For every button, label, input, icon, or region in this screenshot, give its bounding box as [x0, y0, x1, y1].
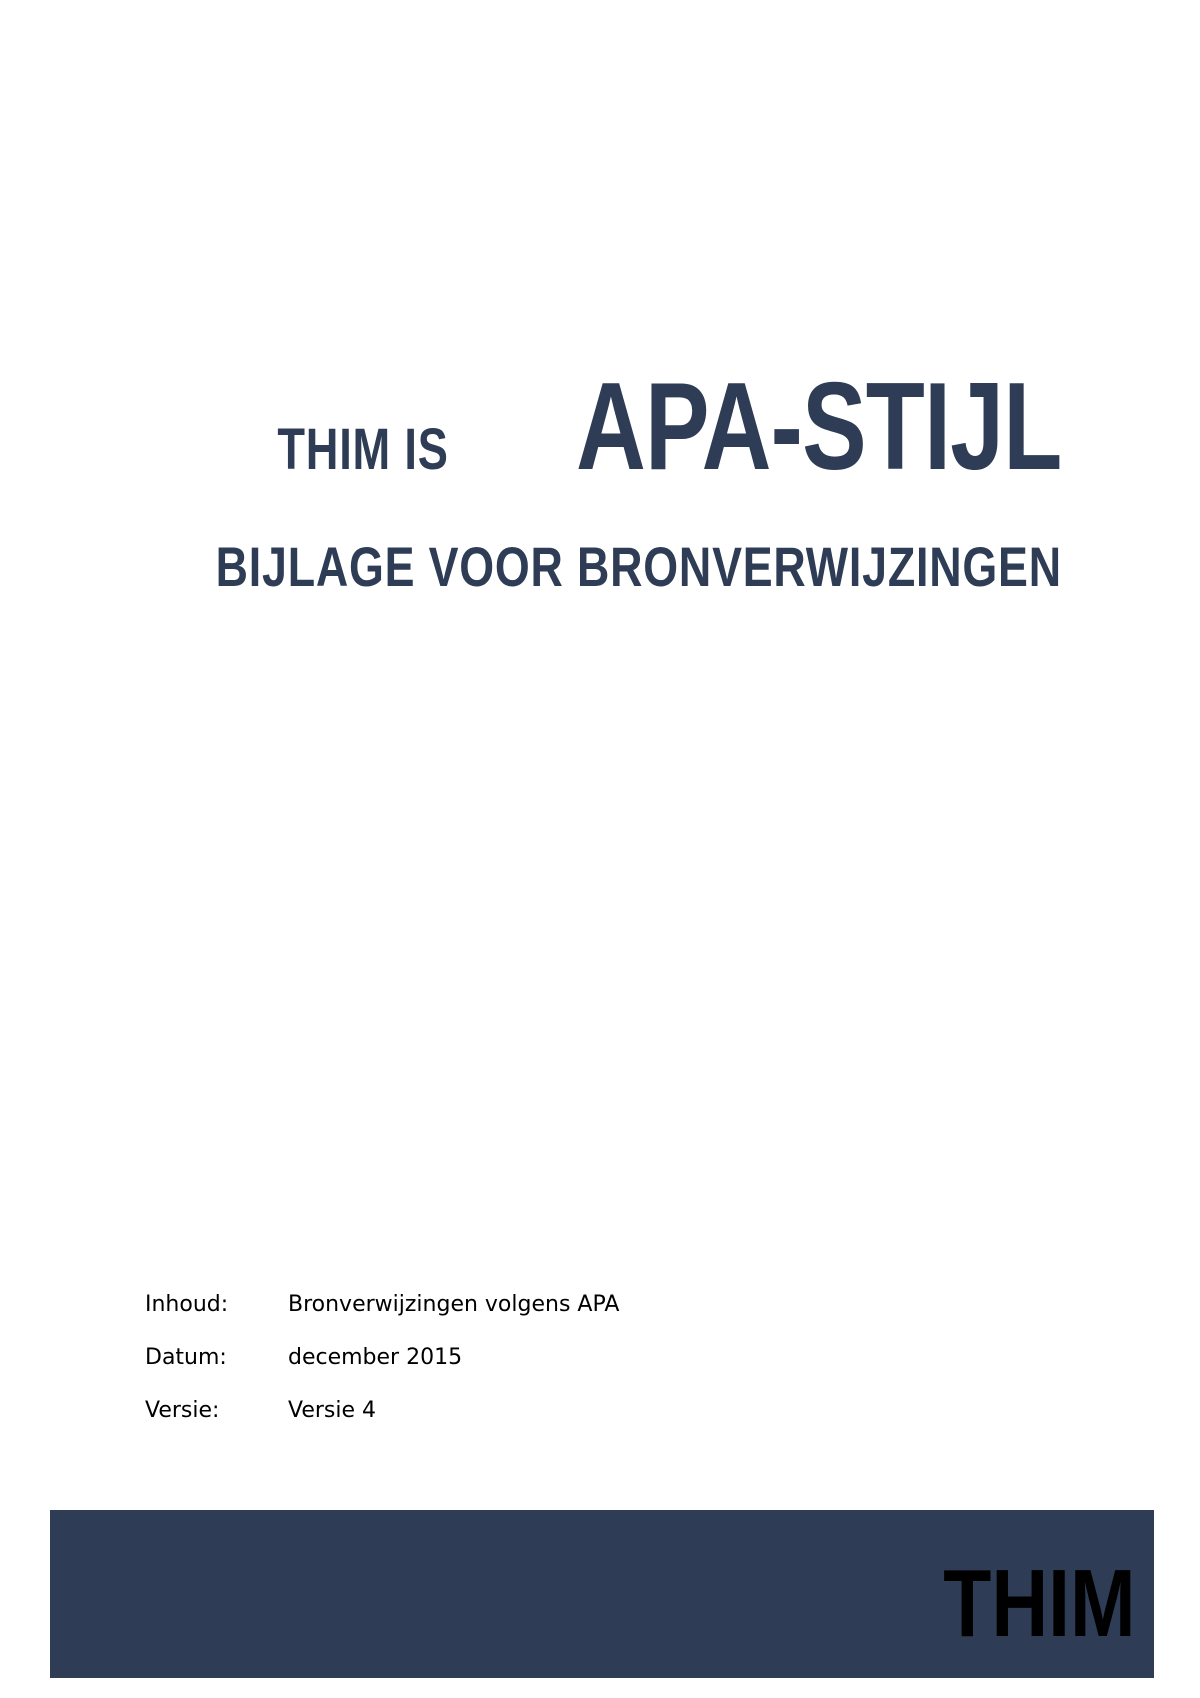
document-metadata	[145, 1278, 619, 1437]
version-label: Versie:	[145, 1398, 220, 1423]
version-value: Versie 4	[288, 1398, 377, 1423]
document-subtitle: BIJLAGE VOOR BRONVERWIJZINGEN	[215, 535, 1062, 598]
footer-band	[50, 1510, 1154, 1678]
title-prefix: THIM IS	[277, 417, 450, 482]
content-label: Inhoud:	[145, 1292, 229, 1317]
date-value: december 2015	[288, 1345, 463, 1370]
thim-logo: THIM	[943, 1550, 1136, 1657]
title-line	[229, 358, 1062, 496]
metadata-row-version	[145, 1384, 619, 1437]
metadata-row-content	[145, 1278, 619, 1331]
content-value: Bronverwijzingen volgens APA	[288, 1292, 620, 1317]
document-title	[229, 358, 1062, 496]
title-main: APA-STIJL	[576, 358, 1062, 496]
date-label: Datum:	[145, 1345, 227, 1370]
metadata-row-date	[145, 1331, 619, 1384]
